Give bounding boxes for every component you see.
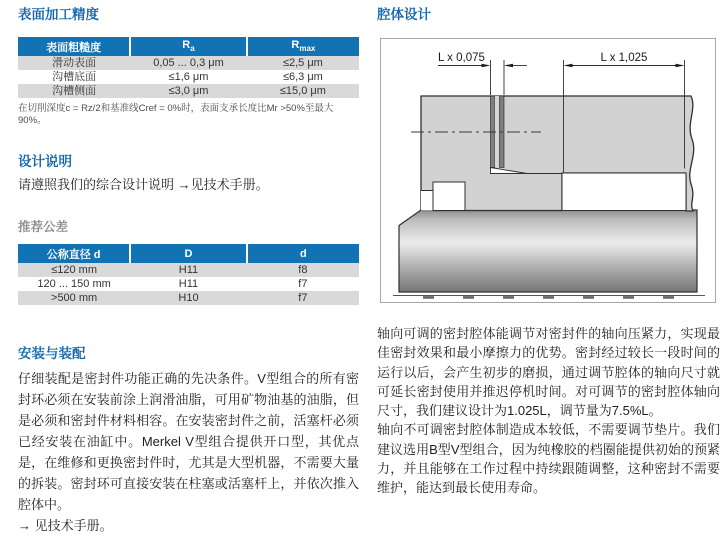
tolerance-table: [18, 244, 359, 305]
cavity-diagram: [381, 39, 715, 302]
dim-label-right: L x 1,025: [600, 52, 648, 64]
table-cell: ≤6,3 μm: [282, 71, 323, 83]
table-cell: ≤15,0 μm: [247, 84, 359, 98]
diagram-notch-left: [421, 191, 433, 211]
arrow-right-dim-b: [676, 64, 685, 68]
table-cell: ≤2,5 μm: [247, 56, 359, 70]
table-cell: H11: [130, 263, 247, 277]
diagram-rod: [399, 210, 697, 292]
table-cell: H11: [178, 278, 199, 290]
section-title-installation: 安装与装配: [18, 346, 86, 361]
header-cell-D: D: [130, 244, 247, 263]
section-title-cavity-design: 腔体设计: [377, 7, 431, 22]
table-row: [18, 263, 359, 277]
table-header-row: [18, 244, 359, 263]
right-column: [377, 0, 720, 498]
ra-symbol: R: [182, 39, 191, 52]
section-title-tolerances: 推荐公差: [18, 220, 69, 234]
design-notes-text: 请遵照我们的综合设计说明 →见技术手册。: [18, 177, 269, 192]
table-cell: ≤120 mm: [18, 263, 130, 277]
table-cell: 沟槽侧面: [18, 84, 130, 98]
table-cell: ≤3,0 μm: [130, 84, 247, 98]
table-cell: 120 ... 150 mm: [37, 278, 111, 290]
table-cell: H10: [130, 291, 247, 305]
table-cell: ≤1,6 μm: [168, 71, 209, 83]
cavity-diagram-frame: [380, 38, 716, 303]
arrow-left-dim-b: [504, 64, 513, 68]
table-row: [18, 277, 359, 291]
table-row: [18, 70, 359, 84]
diagram-notch-square: [433, 182, 465, 211]
rmax-subscript: max: [299, 44, 316, 54]
left-column: [18, 0, 359, 536]
table-cell: 0,05 ... 0,3 μm: [130, 56, 247, 70]
section-title-design-notes: 设计说明: [18, 154, 72, 169]
table-cell: f7: [298, 278, 308, 290]
table-cell: 沟槽底面: [52, 71, 97, 83]
header-cell-rmax: [247, 37, 359, 56]
table-cell: f8: [247, 263, 359, 277]
diagram-seal-cavity: [562, 173, 686, 211]
table-header-row: [18, 37, 359, 56]
ra-subscript: a: [190, 44, 195, 54]
arrow-left-dim-a: [482, 64, 491, 68]
table-cell: f7: [247, 291, 359, 305]
table-row: [18, 291, 359, 305]
header-cell-diameter: 公称直径 d: [18, 244, 130, 263]
surface-note: 在切削深度c = Rz/2和基准线Cref = 0%时，表面支承长度比Mr >50%至最大90%。: [18, 103, 334, 126]
dim-label-left: L x 0,075: [438, 52, 485, 64]
cavity-paragraph-non-adjustable: 轴向不可调密封腔体制造成本较低，不需要调节垫片。我们建议选用B型V型组合，因为纯橡胶的档圈能提供初始的预紧力，并且能够在工作过程中持续跟随调整，这种密封不需要维护，能达到最长使用寿命。: [377, 422, 720, 496]
cavity-paragraph-adjustable: 轴向可调的密封腔体能调节对密封件的轴向压紧力，实现最佳密封效果和最小摩擦力的优势。密封经过较长一段时间的运行以后，会产生初步的磨损，通过调节腔体的轴向尺寸就可延长密封使用并推迟停机时间。对可调节的密封腔体轴向尺寸，我们建议设计为1.025L，调节量为7.5%L。: [377, 326, 720, 419]
table-row: [18, 56, 359, 70]
table-cell: >500 mm: [18, 291, 130, 305]
section-title-surface-finish: 表面加工精度: [18, 7, 99, 22]
table-row: [18, 84, 359, 98]
surface-roughness-table: [18, 37, 359, 98]
header-cell-d: d: [247, 244, 359, 263]
rmax-symbol: R: [291, 39, 300, 52]
installation-text: 仔细装配是密封件功能正确的先决条件。V型组合的所有密封环必须在安装前涂上润滑油脂，可用矿物油基的油脂，但是必须和密封件材料相容。在安装密封件之前，活塞杆必须已经安装在油缸中。Merkel V型组合提供开口型，其优点是，在维修和更换密封件时，尤其是大型机器，不需要大量的拆装。密封环可直接安装在柱塞或活塞杆上，并依次推入腔体中。: [18, 371, 359, 512]
manual-reference-link: → 见技术手册。: [18, 518, 113, 533]
header-cell-roughness: 表面粗糙度: [18, 37, 130, 56]
arrow-right-dim-a: [564, 64, 573, 68]
table-cell: 滑动表面: [18, 56, 130, 70]
header-cell-ra: [130, 37, 247, 56]
